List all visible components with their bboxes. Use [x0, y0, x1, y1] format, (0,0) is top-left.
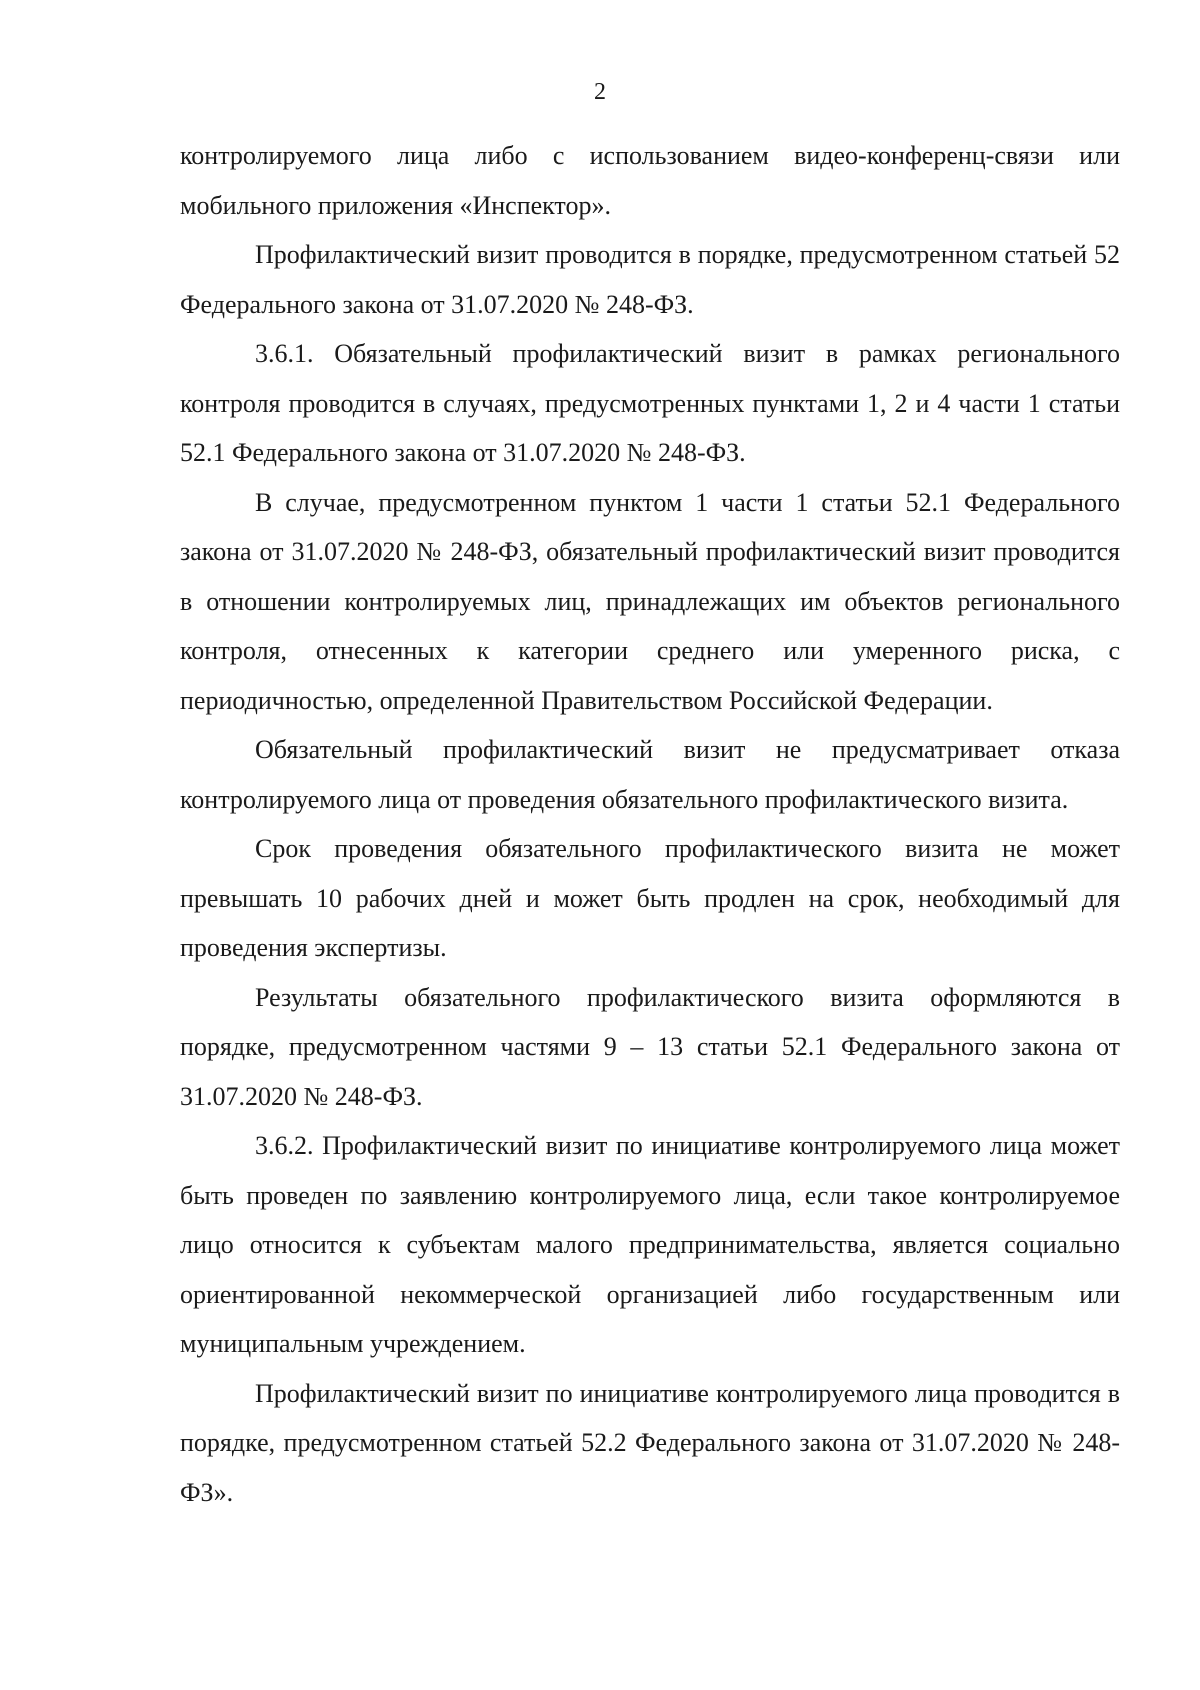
paragraph-3-6-2: 3.6.2. Профилактический визит по инициативе контролируемого лица может быть проведен по заявлению контролируемого лица, если такое контролируемое лицо относится к субъектам малого предпринимательства, является социально ориентированной некоммерческой организацией либо государственным или муниципальным учреждением. — [180, 1131, 1120, 1358]
paragraph-risk-category: В случае, предусмотренном пунктом 1 части 1 статьи 52.1 Федерального закона от 31.07.2020 № 248-ФЗ, обязательный профилактический визит проводится в отношении контролируемых лиц, принадлежащих им объектов регионального контроля, отнесенных к категории среднего или умеренного риска, с периодичностью, определенной Правительством Российской Федерации. — [180, 487, 1120, 715]
paragraph-initiative-visit-procedure: Профилактический визит по инициативе контролируемого лица проводится в порядке, предусмотренном статьей 52.2 Федерального закона от 31.07.2020 № 248-ФЗ». — [180, 1378, 1120, 1507]
paragraph-visit-results: Результаты обязательного профилактического визита оформляются в порядке, предусмотренном частями 9 – 13 статьи 52.1 Федерального закона от 31.07.2020 № 248-ФЗ. — [180, 982, 1120, 1111]
paragraph-continuation: контролируемого лица либо с использованием видео-конференц-связи или мобильного приложения «Инспектор». — [180, 141, 1120, 220]
paragraph-preventive-visit-procedure: Профилактический визит проводится в порядке, предусмотренном статьей 52 Федерального закона от 31.07.2020 № 248-ФЗ. — [180, 240, 1120, 319]
paragraph-visit-term: Срок проведения обязательного профилактического визита не может превышать 10 рабочих дней и может быть продлен на срок, необходимый для проведения экспертизы. — [180, 834, 1120, 962]
page-number: 2 — [594, 79, 606, 105]
paragraph-3-6-1: 3.6.1. Обязательный профилактический визит в рамках регионального контроля проводится в случаях, предусмотренных пунктами 1, 2 и 4 части 1 статьи 52.1 Федерального закона от 31.07.2020 № 248-ФЗ. — [180, 339, 1120, 467]
document-body — [180, 131, 1120, 1517]
paragraph-no-refusal: Обязательный профилактический визит не предусматривает отказа контролируемого лица от проведения обязательного профилактического визита. — [180, 735, 1120, 814]
